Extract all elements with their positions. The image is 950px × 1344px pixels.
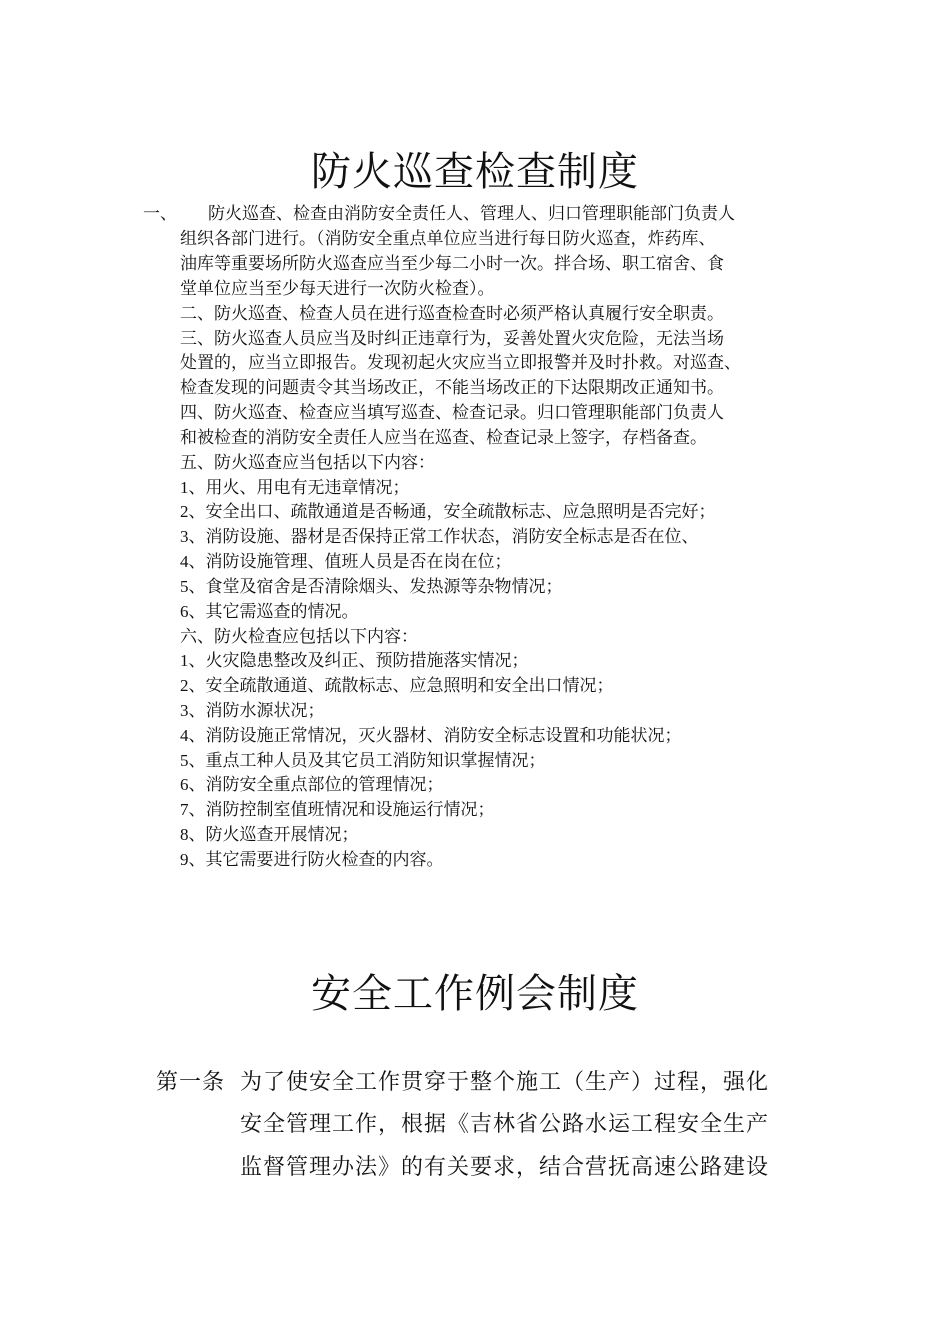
document-title-safety-meeting: 安全工作例会制度	[311, 971, 639, 1017]
item5-list-item	[180, 575, 563, 600]
item4-line: 和被检查的消防安全责任人应当在巡查、检查记录上签字，存档备查。	[180, 428, 707, 448]
list-number: 1、	[180, 651, 206, 670]
list-text: 消防水源状况；	[205, 701, 325, 721]
list-text: 其它需巡查的情况。	[205, 602, 359, 622]
item6-list-item	[180, 823, 359, 848]
item2-line: 二、防火巡查、检查人员在进行巡查检查时必须严格认真履行安全职责。	[180, 304, 724, 324]
list-number: 6、	[180, 775, 206, 794]
list-number: 5、	[180, 751, 206, 770]
document-title-fire-inspection: 防火巡查检查制度	[311, 149, 639, 195]
article1-line: 为了使安全工作贯穿于整个施工（生产）过程，强化	[240, 1070, 770, 1095]
article1-line: 安全管理工作，根据《吉林省公路水运工程安全生产	[240, 1112, 770, 1137]
item1-line: 组织各部门进行。（消防安全重点单位应当进行每日防火巡查，炸药库、	[180, 229, 716, 249]
item6-heading: 六、防火检查应包括以下内容：	[180, 627, 418, 647]
list-text: 用火、用电有无违章情况；	[205, 478, 410, 498]
list-text: 安全疏散通道、疏散标志、应急照明和安全出口情况；	[205, 676, 614, 696]
list-number: 9、	[180, 850, 206, 869]
item5-list-item	[180, 476, 410, 501]
list-text: 消防设施、器材是否保持正常工作状态，消防安全标志是否在位、	[205, 527, 699, 547]
item6-list-item	[180, 798, 495, 823]
list-number: 2、	[180, 676, 206, 695]
list-number: 6、	[180, 602, 206, 621]
list-text: 火灾隐患整改及纠正、预防措施落实情况；	[205, 651, 529, 671]
list-number: 1、	[180, 478, 206, 497]
list-text: 防火巡查开展情况；	[205, 825, 359, 845]
list-number: 3、	[180, 527, 206, 546]
list-text: 消防控制室值班情况和设施运行情况；	[205, 800, 495, 820]
list-number: 2、	[180, 502, 206, 521]
item5-list-item	[180, 600, 359, 625]
list-number: 3、	[180, 701, 206, 720]
item1-line: 堂单位应当至少每天进行一次防火检查）。	[180, 279, 495, 299]
list-text: 消防安全重点部位的管理情况；	[205, 775, 444, 795]
list-number: 4、	[180, 552, 206, 571]
item5-list-item	[180, 500, 716, 525]
article1-line: 监督管理办法》的有关要求，结合营抚高速公路建设	[240, 1155, 770, 1180]
item5-list-item	[180, 525, 699, 550]
article1-label: 第一条	[156, 1070, 226, 1095]
item1-line: 油库等重要场所防火巡查应当至少每二小时一次。拌合场、职工宿舍、食	[180, 254, 724, 274]
item6-list-item	[180, 724, 682, 749]
item6-list-item	[180, 649, 529, 674]
list-text: 安全出口、疏散通道是否畅通，安全疏散标志、应急照明是否完好；	[205, 502, 716, 522]
list-text: 其它需要进行防火检查的内容。	[205, 850, 444, 870]
list-number: 5、	[180, 577, 206, 596]
list-number: 7、	[180, 800, 206, 819]
list-number: 4、	[180, 726, 206, 745]
list-text: 消防设施正常情况，灭火器材、消防安全标志设置和功能状况；	[205, 726, 682, 746]
item6-list-item	[180, 699, 325, 724]
item5-heading: 五、防火巡查应当包括以下内容：	[180, 453, 435, 473]
item5-list-item	[180, 550, 512, 575]
item1-first-line: 防火巡查、检查由消防安全责任人、管理人、归口管理职能部门负责人	[208, 204, 735, 224]
item4-line: 四、防火巡查、检查应当填写巡查、检查记录。归口管理职能部门负责人	[180, 403, 724, 423]
item6-list-item	[180, 848, 444, 873]
item3-line: 三、防火巡查人员应当及时纠正违章行为，妥善处置火灾危险，无法当场	[180, 329, 724, 349]
item3-line: 处置的，应当立即报告。发现初起火灾应当立即报警并及时扑救。对巡查、	[180, 353, 741, 373]
item6-list-item	[180, 773, 444, 798]
list-text: 重点工种人员及其它员工消防知识掌握情况；	[205, 751, 546, 771]
item6-list-item	[180, 749, 546, 774]
item1-marker: 一、	[143, 204, 177, 224]
item3-line: 检查发现的问题责令其当场改正，不能当场改正的下达限期改正通知书。	[180, 378, 724, 398]
item6-list-item	[180, 674, 614, 699]
list-number: 8、	[180, 825, 206, 844]
list-text: 食堂及宿舍是否清除烟头、发热源等杂物情况；	[205, 577, 563, 597]
list-text: 消防设施管理、值班人员是否在岗在位；	[205, 552, 512, 572]
